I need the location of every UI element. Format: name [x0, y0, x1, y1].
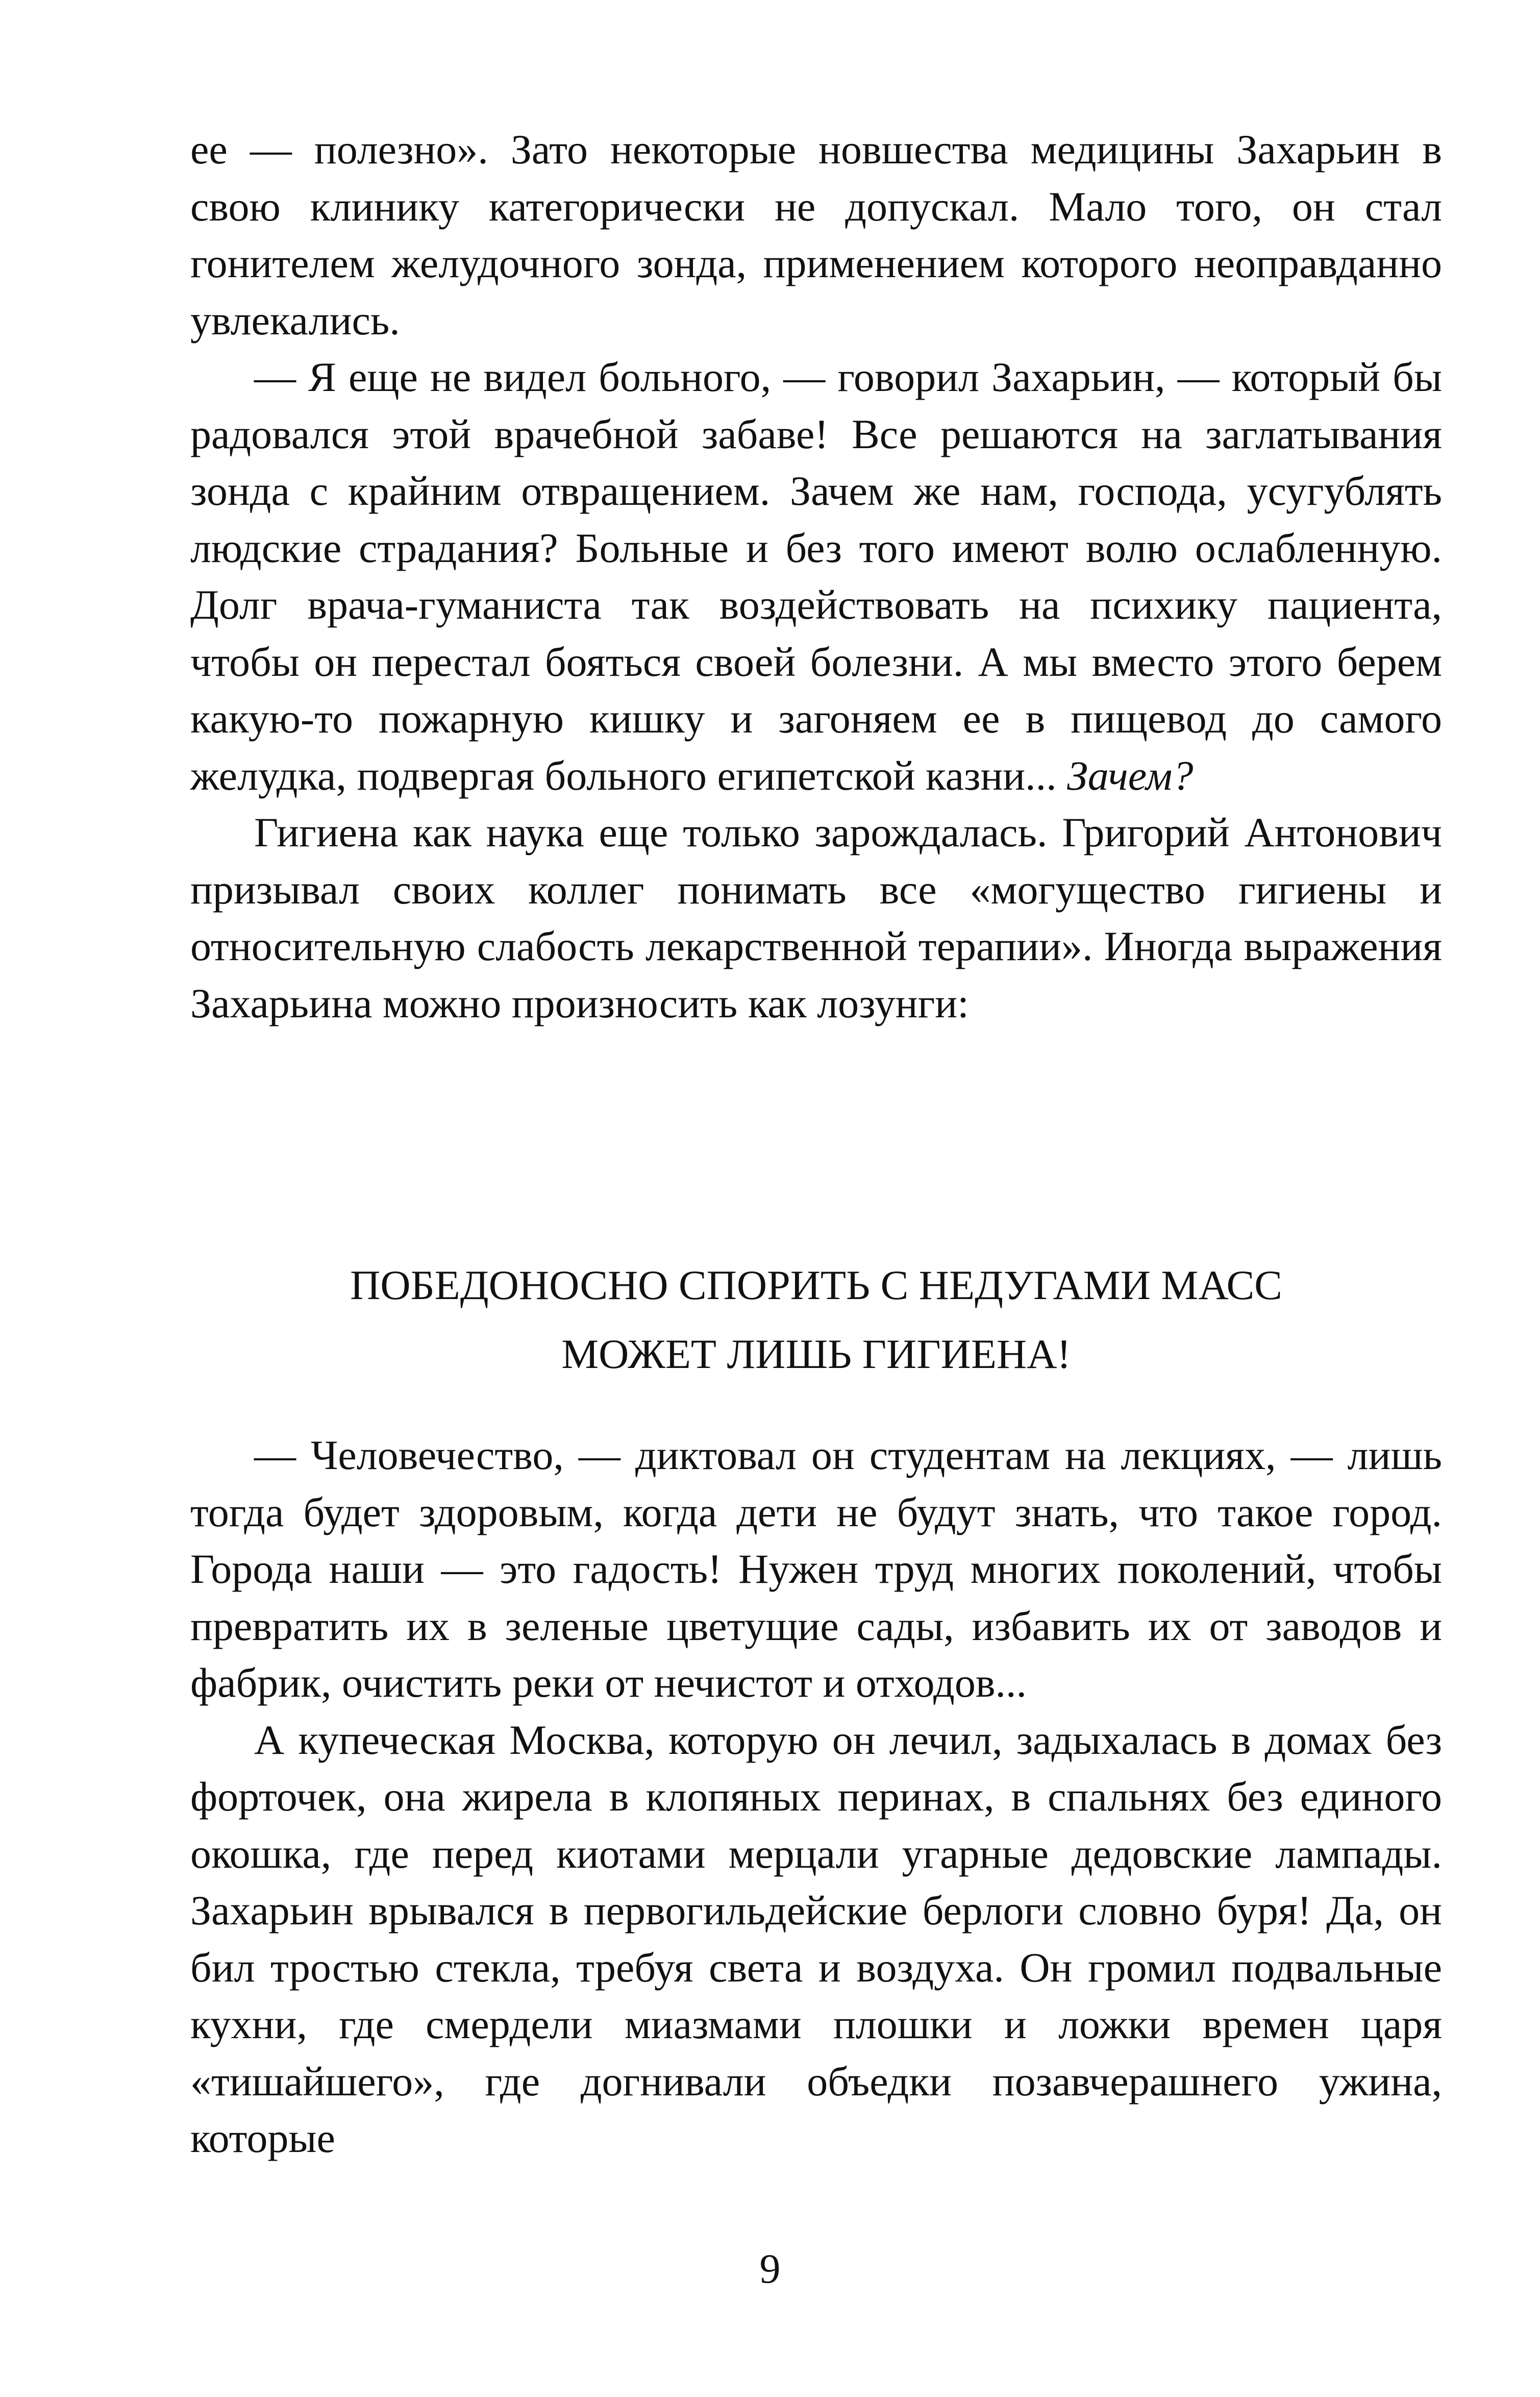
paragraph-1: ее — полезно». Зато некоторые новшества медицины Захарьин в свою клинику категорически не допускал. Мало того, он стал гонителем желудочного зонда, применением которого неоправданно увлекались. [190, 126, 1442, 344]
text-block-top [190, 121, 1442, 1032]
paragraph-2-text: — Я еще не видел больного, — говорил Захарьин, — который бы радовался этой врачебной забаве! Все решаются на заглатывания зонда с крайним отвращением. Зачем же нам, господа, усугублять людские страдания? Больные и без того имеют волю ослабленную. Долг врача-гуманиста так воздействовать на психику пациента, чтобы он перестал бояться своей болезни. А мы вместо этого берем какую-то пожарную кишку и загоняем ее в пищевод до самого желудка, подвергая больного египетской казни... [190, 354, 1442, 799]
italic-question: Зачем? [1067, 752, 1194, 799]
paragraph-4: — Человечество, — диктовал он студентам на лекциях, — лишь тогда будет здоровым, когда дети не будут знать, что такое город. Города наши — это гадость! Нужен труд многих поколений, чтобы превратить их в зеленые цветущие сады, избавить их от заводов и фабрик, очистить реки от нечистот и отходов... [190, 1432, 1442, 1706]
slogan-heading [190, 1251, 1442, 1388]
slogan-line-2: МОЖЕТ ЛИШЬ ГИГИЕНА! [561, 1331, 1071, 1377]
text-block-bottom [190, 1427, 1442, 2167]
slogan-line-1: ПОБЕДОНОСНО СПОРИТЬ С НЕДУГАМИ МАСС [350, 1262, 1282, 1308]
page-number: 9 [759, 2245, 781, 2292]
paragraph-2 [190, 349, 1442, 804]
paragraph-5: А купеческая Москва, которую он лечил, задыхалась в домах без форточек, она жирела в клопяных перинах, в спальнях без единого окошка, где перед киотами мерцали угарные дедовские лампады. Захарьин врывался в первогильдейские берлоги словно буря! Да, он бил тростью стекла, требуя света и воздуха. Он громил подвальные кухни, где смердели миазмами плошки и ложки времен царя «тишайшего», где догнивали объедки позавчерашнего ужина, которые [190, 1716, 1442, 2161]
paragraph-3: Гигиена как наука еще только зарождалась. Григорий Антонович призывал своих коллег понимать все «могущество гигиены и относительную слабость лекарственной терапии». Иногда выражения Захарьина можно произносить как лозунги: [190, 809, 1442, 1026]
